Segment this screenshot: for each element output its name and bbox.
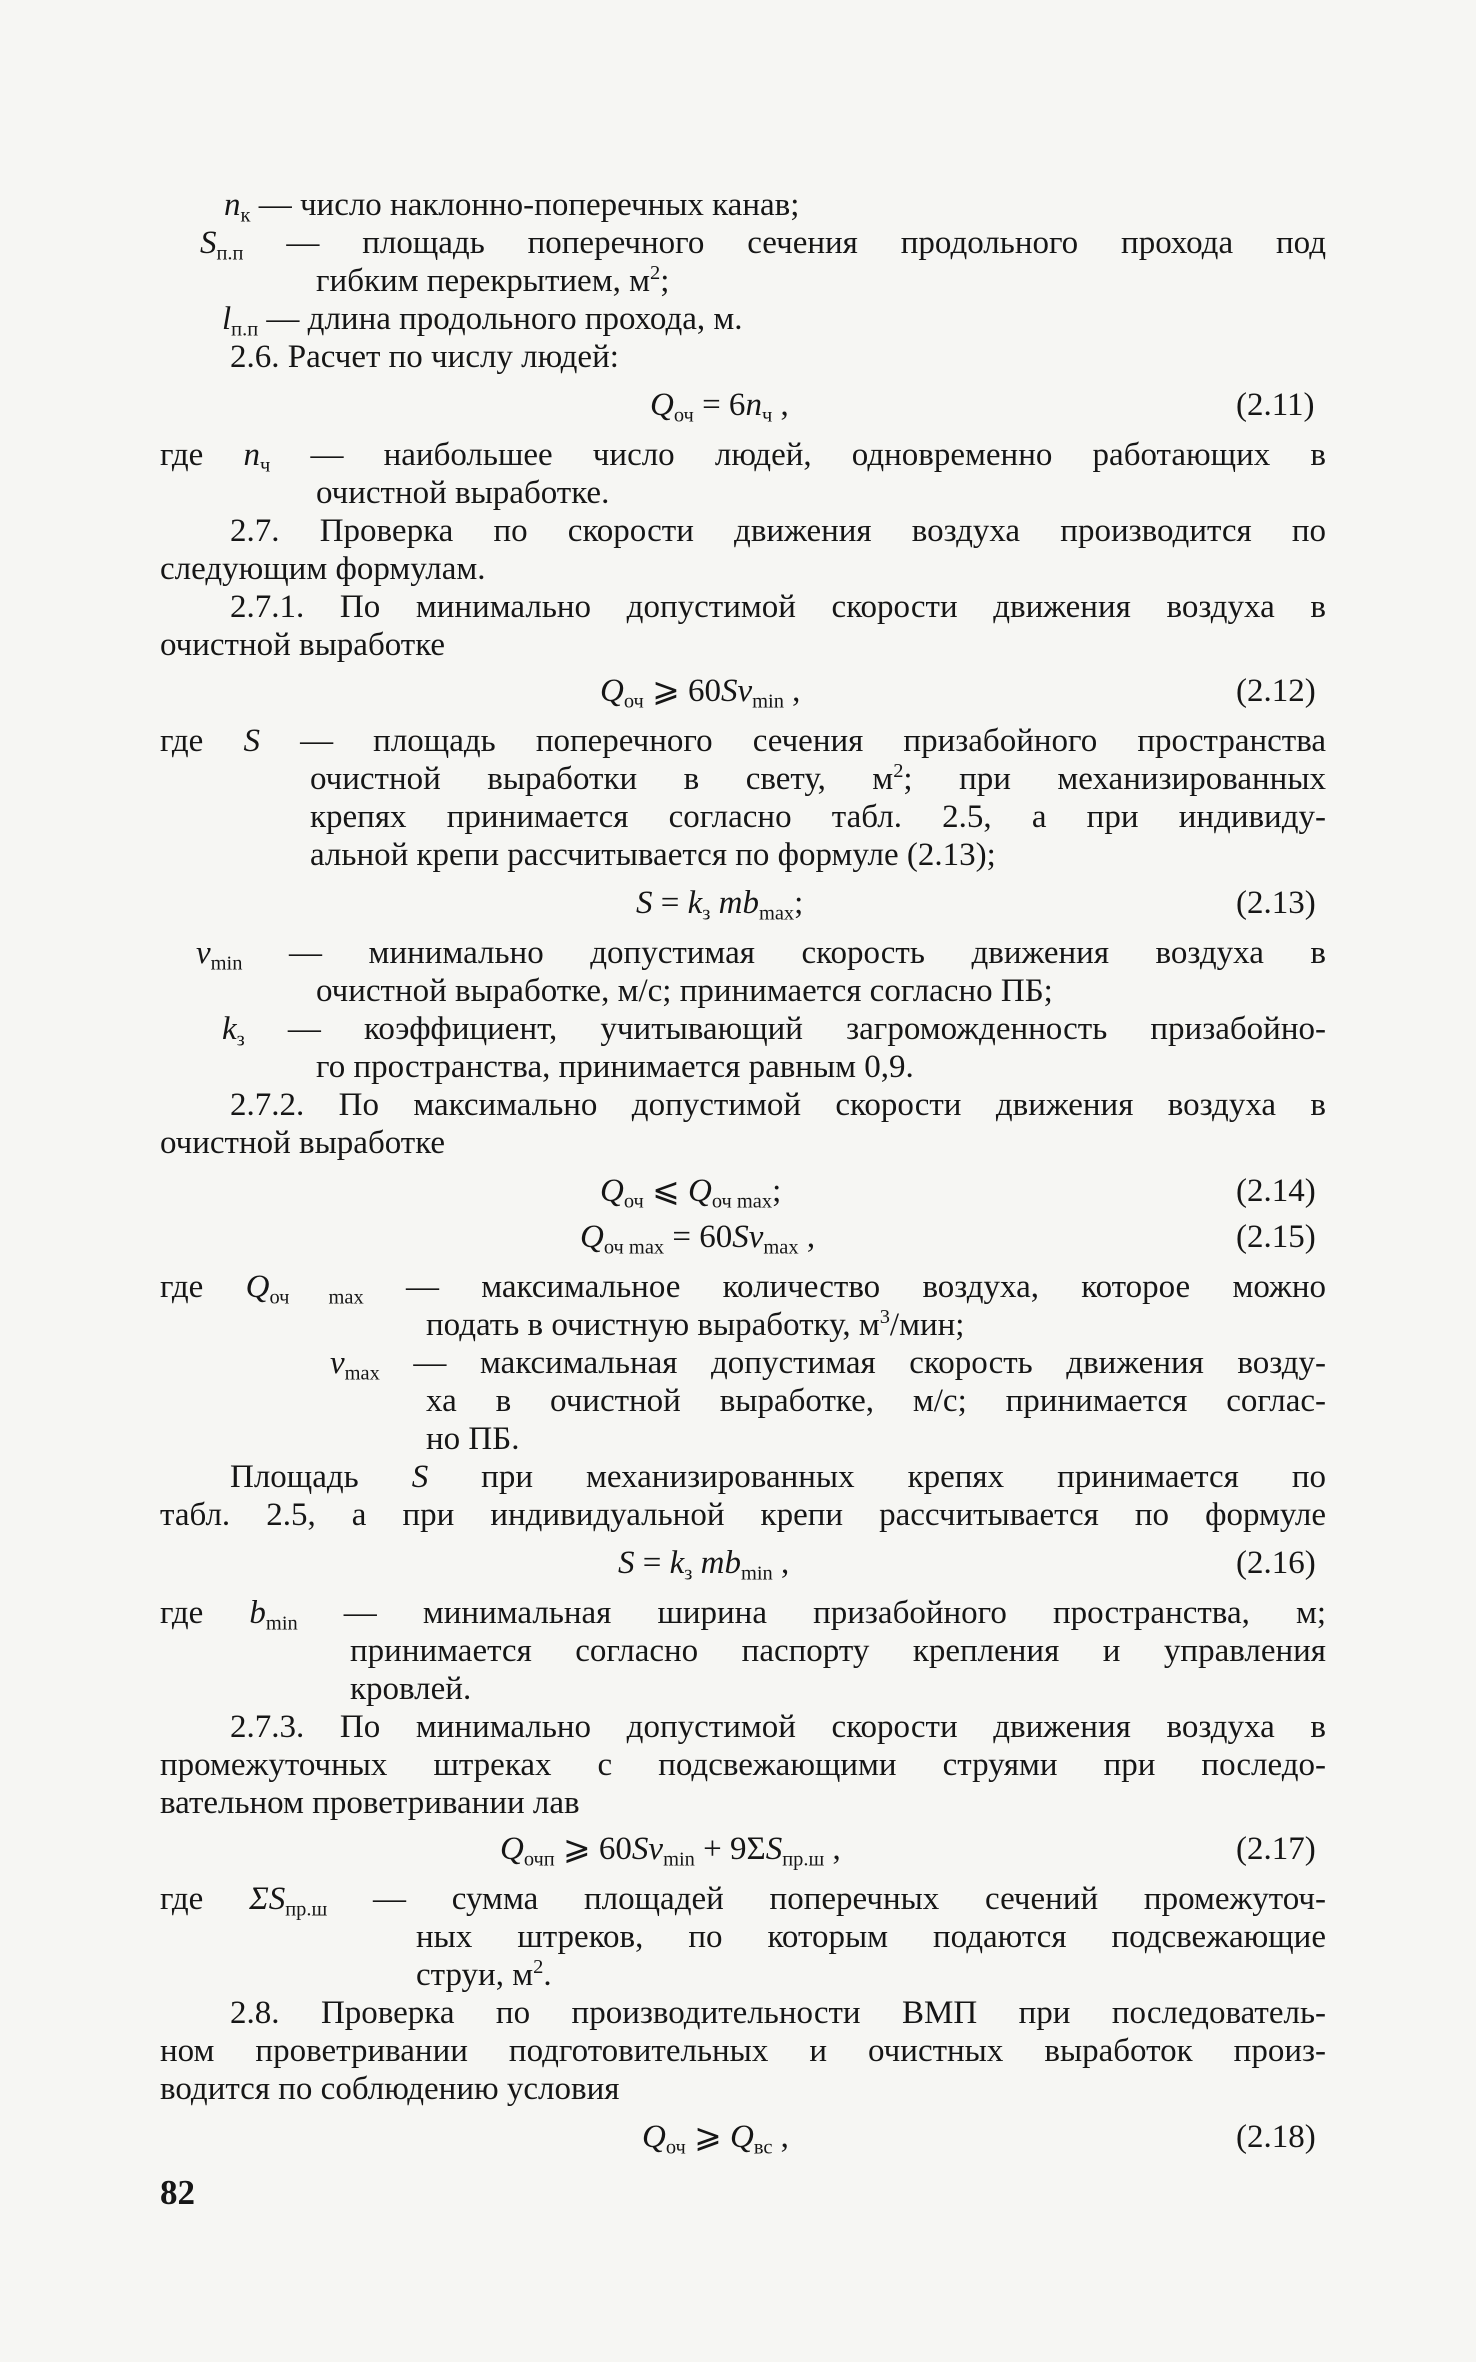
page-number: 82 xyxy=(160,2173,195,2212)
text-line: принимается согласно паспорту крепления и управления xyxy=(350,1633,1326,1669)
text-line: $l_{п.п}$ — длина продольного прохода, м. xyxy=(222,301,743,341)
equation-number: (2.16) xyxy=(1236,1545,1316,1581)
text-line: Площадь S при механизированных крепях принимается по xyxy=(230,1459,1326,1495)
text-line: где $Q_{оч max}$ — максимальное количество воздуха, которое можно xyxy=(160,1269,1326,1309)
text-line: 2.7. Проверка по скорости движения воздуха производится по xyxy=(230,513,1326,549)
text-line: го пространства, принимается равным 0,9. xyxy=(316,1049,914,1085)
text-line: очистной выработки в свету, $м^2$; при механизированных xyxy=(310,760,1326,797)
text-line: где $\Sigma S_{пр.ш}$ — сумма площадей поперечных сечений промежуточ- xyxy=(160,1881,1326,1921)
text-line: ных штреков, по которым подаются подсвежающие xyxy=(416,1919,1326,1955)
formula: $Q_{оч}$ ⩾ $Q_{вс}$ , xyxy=(642,2119,789,2159)
equation-number: (2.18) xyxy=(1236,2119,1316,2155)
text-line: $v_{max}$ — максимальная допустимая скорость движения возду- xyxy=(330,1345,1326,1385)
formula: $Q_{оч} = 6n_ч$ , xyxy=(650,387,789,427)
formula: $S = k_з$ $mb_{max}$; xyxy=(636,885,804,925)
text-line: кровлей. xyxy=(350,1671,472,1707)
text-line: очистной выработке. xyxy=(316,475,610,511)
formula: $S = k_з$ $mb_{min}$ , xyxy=(618,1545,790,1585)
text-line: но ПБ. xyxy=(426,1421,520,1457)
text-line: $S_{п.п}$ — площадь поперечного сечения продольного прохода под xyxy=(200,225,1326,265)
text-line: $v_{min}$ — минимально допустимая скорость движения воздуха в xyxy=(196,935,1326,975)
equation-number: (2.15) xyxy=(1236,1219,1316,1255)
text-line: где $n_ч$ — наибольшее число людей, одновременно работающих в xyxy=(160,437,1326,477)
text-line: гибким перекрытием, $м^2$; xyxy=(316,262,670,299)
text-line: водится по соблюдению условия xyxy=(160,2071,620,2107)
text-line: очистной выработке xyxy=(160,627,446,663)
text-line: ном проветривании подготовительных и очистных выработок произ- xyxy=(160,2033,1326,2069)
equation-number: (2.17) xyxy=(1236,1831,1316,1867)
text-line: подать в очистную выработку, $м^3$/мин; xyxy=(426,1306,965,1343)
text-line: 2.7.2. По максимально допустимой скорости движения воздуха в xyxy=(230,1087,1326,1123)
text-line: табл. 2.5, а при индивидуальной крепи рассчитывается по формуле xyxy=(160,1497,1326,1533)
text-line: промежуточных штреках с подсвежающими струями при последо- xyxy=(160,1747,1326,1783)
text-line: где S — площадь поперечного сечения призабойного пространства xyxy=(160,723,1326,759)
formula: $Q_{очп}$ ⩾ $60Sv_{min} + 9\Sigma S_{пр.ш}$ , xyxy=(500,1831,841,1871)
text-line: 2.7.1. По минимально допустимой скорости движения воздуха в xyxy=(230,589,1326,625)
text-line: $k_з$ — коэффициент, учитывающий загроможденность призабойно- xyxy=(222,1011,1326,1051)
text-line: следующим формулам. xyxy=(160,551,486,587)
equation-number: (2.11) xyxy=(1236,387,1315,423)
text-line: альной крепи рассчитывается по формуле (2.13); xyxy=(310,837,996,873)
equation-number: (2.12) xyxy=(1236,673,1316,709)
text-line: очистной выработке xyxy=(160,1125,446,1161)
section-heading: 2.6. Расчет по числу людей: xyxy=(230,339,619,375)
text-line: 2.7.3. По минимально допустимой скорости движения воздуха в xyxy=(230,1709,1326,1745)
text-line: где $b_{min}$ — минимальная ширина призабойного пространства, м; xyxy=(160,1595,1326,1635)
text-line: крепях принимается согласно табл. 2.5, а при индивиду- xyxy=(310,799,1326,835)
text-line: 2.8. Проверка по производительности ВМП при последователь- xyxy=(230,1995,1326,2031)
equation-number: (2.13) xyxy=(1236,885,1316,921)
text-line: $n_к$ — число наклонно-поперечных канав; xyxy=(224,187,800,227)
equation-number: (2.14) xyxy=(1236,1173,1316,1209)
text-line: ха в очистной выработке, м/с; принимается соглас- xyxy=(426,1383,1326,1419)
formula: $Q_{оч}$ ⩽ $Q_{оч max}$; xyxy=(600,1173,782,1213)
text-line: струи, $м^2$. xyxy=(416,1956,552,1993)
formula: $Q_{оч max} = 60Sv_{max}$ , xyxy=(580,1219,816,1259)
text-line: вательном проветривании лав xyxy=(160,1785,580,1821)
formula: $Q_{оч}$ ⩾ $60Sv_{min}$ , xyxy=(600,673,801,713)
text-line: очистной выработке, м/с; принимается согласно ПБ; xyxy=(316,973,1053,1009)
